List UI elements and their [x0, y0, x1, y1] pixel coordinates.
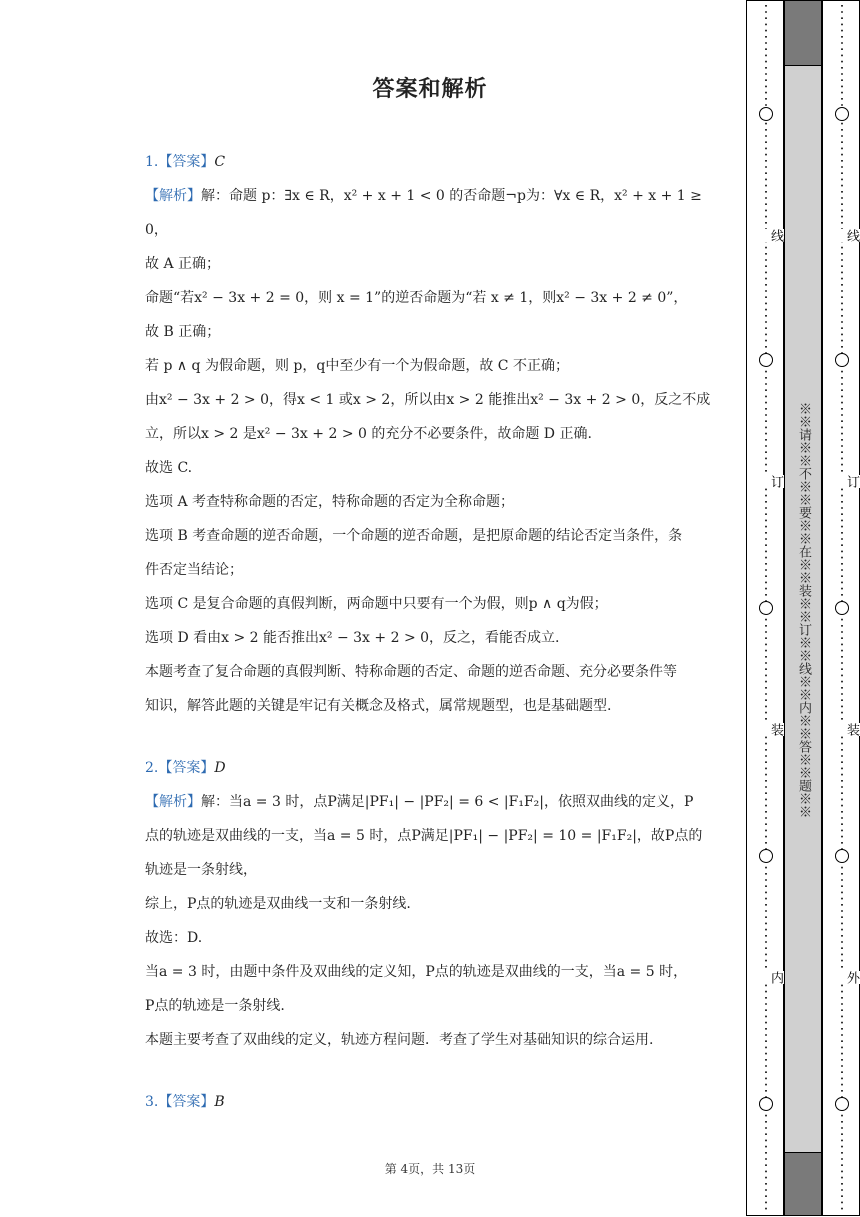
q1-line: 立，所以x > 2 是x² − 3x + 2 > 0 的充分不必要条件，故命题 D 正确.	[145, 426, 592, 442]
q3-answer-tag: 【答案】	[158, 1094, 215, 1110]
q1-line: 由x² − 3x + 2 > 0，得x < 1 或x > 2，所以由x > 2 能推出x² − 3x + 2 > 0，反之不成	[145, 392, 711, 408]
q1-line: 故 A 正确；	[145, 256, 221, 272]
q3-answer-line	[145, 1085, 717, 1119]
q1-answer-tag: 【答案】	[158, 154, 215, 170]
inner-label-nei: 内	[747, 971, 785, 984]
q1-answer-line	[145, 145, 717, 179]
q2-line: 轨迹是一条射线，	[145, 862, 257, 878]
q1-line: 命题“若x² − 3x + 2 = 0，则 x = 1”的逆否命题为“若 x ≠ 1，则x² − 3x + 2 ≠ 0”，	[145, 290, 688, 306]
q2-line: 综上，P点的轨迹是双曲线一支和一条射线.	[145, 896, 411, 912]
inner-circle-mark	[759, 1097, 773, 1111]
outer-label-wai: 外	[823, 971, 860, 984]
answer-content	[145, 145, 717, 1119]
inner-label-zhuang: 装	[747, 723, 785, 736]
q3-number: 3.	[145, 1094, 159, 1110]
outer-label-ding: 订	[823, 475, 860, 488]
q1-line: 件否定当结论；	[145, 562, 243, 578]
q1-line: 选项 C 是复合命题的真假判断，两命题中只要有一个为假，则p ∧ q为假；	[145, 596, 608, 612]
q1-line: 选项 A 考查特称命题的否定，特称命题的否定为全称命题；	[145, 494, 515, 510]
q2-answer: D	[214, 760, 226, 776]
inner-circle-mark	[759, 107, 773, 121]
q2-answer-tag: 【答案】	[158, 760, 215, 776]
grey-block-bottom	[784, 1152, 822, 1216]
outer-label-xian: 线	[823, 229, 860, 242]
q1-line: 故 B 正确；	[145, 324, 221, 340]
q2-line: P点的轨迹是一条射线.	[145, 998, 285, 1014]
q1-number: 1.	[145, 154, 159, 170]
outer-circle-mark	[835, 107, 849, 121]
q2-line: 当a = 3 时，由题中条件及双曲线的定义知，P点的轨迹是双曲线的一支，当a = 5 时，	[145, 964, 688, 980]
q2-number: 2.	[145, 760, 159, 776]
q1-line: 选项 D 看由x > 2 能否推出x² − 3x + 2 > 0，反之，看能否成立.	[145, 630, 560, 646]
q2-line: 故选：D.	[145, 930, 203, 946]
q1-line: 本题考查了复合命题的真假判断、特称命题的否定、命题的逆否命题、充分必要条件等	[145, 664, 677, 680]
q2-answer-line	[145, 751, 717, 785]
page-title: 答案和解析	[372, 76, 488, 102]
inner-circle-mark	[759, 601, 773, 615]
q1-line: 解：命题 p：∃x ∈ R，x² + x + 1 < 0 的否命题¬p为：∀x ∈ R，x² + x + 1 ≥ 0，	[145, 188, 702, 238]
q2-line: 点的轨迹是双曲线的一支，当a = 5 时，点P满足|PF₁| − |PF₂| = 10 = |F₁F₂|，故P点的	[145, 828, 703, 844]
q1-analysis-tag: 【解析】	[145, 188, 201, 204]
inner-dotted-column	[746, 0, 784, 1216]
outer-dotted-column	[822, 0, 860, 1216]
outer-circle-mark	[835, 353, 849, 367]
outer-circle-mark	[835, 601, 849, 615]
page-footer: 第 4页，共 13页	[384, 1162, 476, 1176]
q2-analysis-tag: 【解析】	[145, 794, 201, 810]
binding-notice: ※※请※※不※※要※※在※※装※※订※※线※※内※※答※※题※※	[796, 402, 811, 818]
q2-line: 解：当a = 3 时，点P满足|PF₁| − |PF₂| = 6 < |F₁F₂|，依照双曲线的定义，P	[201, 794, 694, 810]
inner-circle-mark	[759, 849, 773, 863]
q3-answer: B	[214, 1094, 225, 1110]
grey-block-top	[784, 0, 822, 66]
q1-analysis-line	[145, 179, 717, 247]
q1-answer: C	[214, 154, 226, 170]
q1-line: 选项 B 考查命题的逆否命题，一个命题的逆否命题，是把原命题的结论否定当条件，条	[145, 528, 683, 544]
inner-label-xian: 线	[747, 229, 785, 242]
q1-line: 若 p ∧ q 为假命题，则 p，q中至少有一个为假命题，故 C 不正确；	[145, 358, 569, 374]
inner-circle-mark	[759, 353, 773, 367]
q1-line: 知识，解答此题的关键是牢记有关概念及格式，属常规题型，也是基础题型.	[145, 698, 612, 714]
q1-line: 故选 C.	[145, 460, 193, 476]
outer-label-zhuang: 装	[823, 723, 860, 736]
q2-line: 本题主要考查了双曲线的定义，轨迹方程问题．考查了学生对基础知识的综合运用.	[145, 1032, 654, 1048]
outer-circle-mark	[835, 1097, 849, 1111]
outer-circle-mark	[835, 849, 849, 863]
q2-analysis-line	[145, 785, 717, 819]
inner-label-ding: 订	[747, 475, 785, 488]
